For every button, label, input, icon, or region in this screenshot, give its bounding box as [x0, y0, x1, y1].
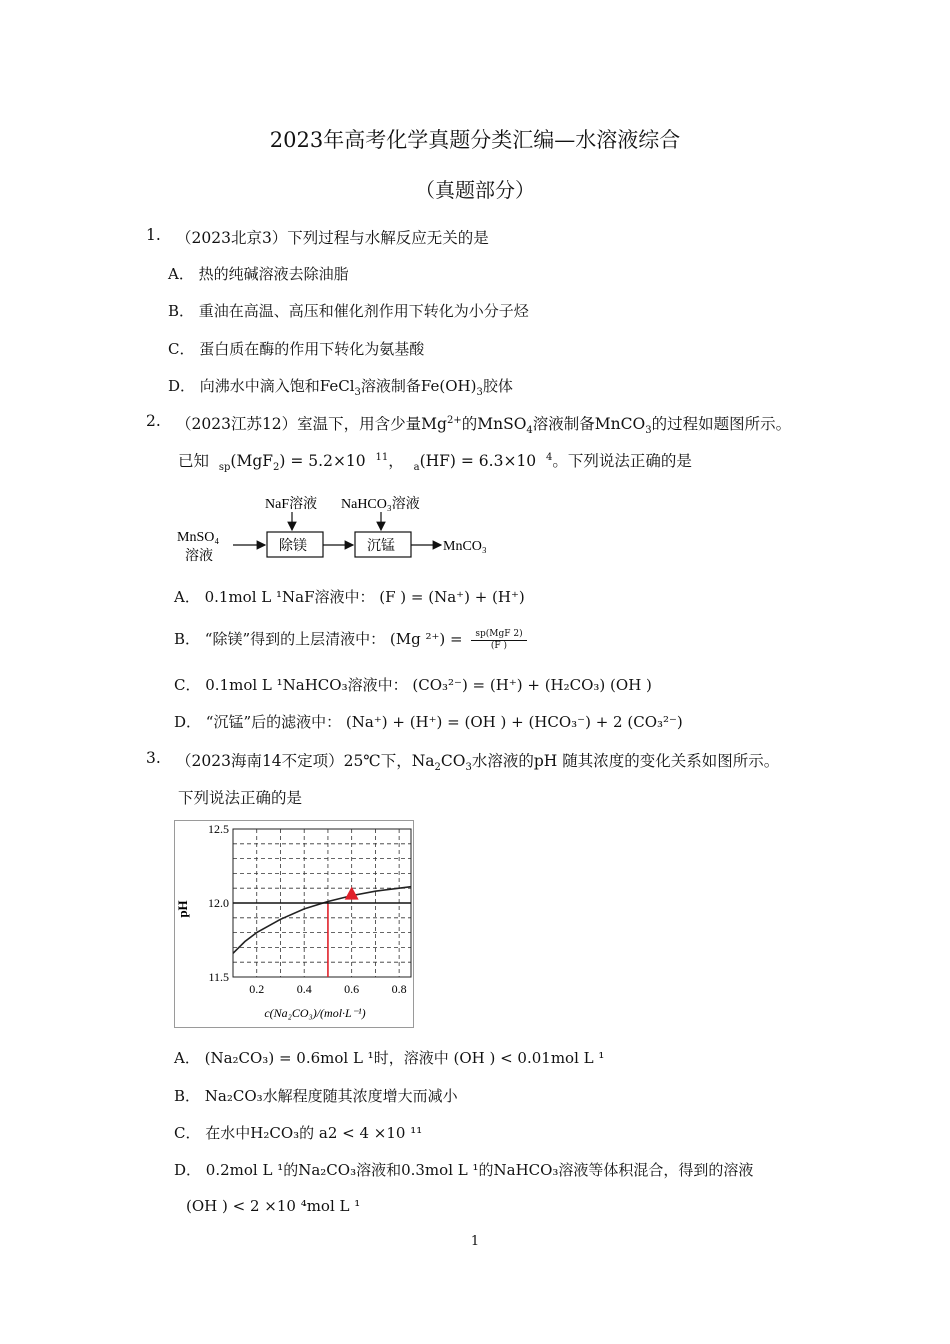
question-known-data: 已知 $_{sp}$(MgF$_2$) = 5.2×10 $^{11}$， $_a$(HF) = 6.3×10 $^4$。下列说法正确的是	[178, 451, 692, 474]
start-material-label: MnSO₄	[177, 530, 220, 545]
ph-curve	[233, 887, 411, 954]
start-material-label-2: 溶液	[185, 549, 213, 564]
x-tick-label: 0.4	[296, 982, 312, 996]
product-label: MnCO₃	[443, 539, 487, 554]
y-tick-label: 12.5	[208, 822, 229, 836]
y-axis-label: pH	[175, 900, 190, 918]
option-d: D． 向沸水中滴入饱和FeCl$_3$溶液制备$Fe(OH)_3$胶体	[168, 377, 513, 398]
option-c: C． 在水中H₂CO₃的 a2 < 4 ×10 ¹¹	[174, 1124, 423, 1142]
fraction-numerator: sp(MgF 2)	[471, 629, 526, 641]
option-d: D． “沉锰”后的滤液中： (Na⁺) + (H⁺) = (OH ) + (HCO₃⁻) + 2 (CO₃²⁻)	[174, 713, 683, 731]
question-stem: （2023海南14不定项）25℃下，$Na_2CO_3$水溶液的pH 随其浓度的变化关系如图所示。	[176, 752, 780, 774]
option-a: A． (Na₂CO₃) = 0.6mol L ¹时，溶液中 (OH ) < 0.01mol L ¹	[174, 1049, 605, 1067]
question-number: 1.	[146, 226, 161, 244]
option-d: D． 0.2mol L ¹的Na₂CO₃溶液和0.3mol L ¹的NaHCO₃溶液等体积混合，得到的溶液	[174, 1161, 754, 1179]
page-number: 1	[470, 1234, 480, 1249]
question-stem-continued: 下列说法正确的是	[178, 789, 303, 807]
x-tick-label: 0.2	[249, 982, 265, 996]
option-c: C． 0.1mol L ¹NaHCO₃溶液中： (CO₃²⁻) = (H⁺) + (H₂CO₃) (OH )	[174, 676, 652, 694]
x-axis-label: c(Na₂CO₃)/(mol·L⁻¹)	[264, 1006, 366, 1020]
question-stem: （2023江苏12）室温下，用含少量$Mg^{2+}$的MnSO$_4$溶液制备MnCO$_3$的过程如题图所示。	[176, 414, 792, 437]
option-a: A． 热的纯碱溶液去除油脂	[168, 265, 349, 283]
option-a: A． 0.1mol L ¹NaF溶液中： (F ) = (Na⁺) + (H⁺)	[174, 588, 525, 606]
x-tick-label: 0.8	[391, 982, 407, 996]
x-tick-label: 0.6	[344, 982, 360, 996]
page-subtitle: （真题部分）	[415, 178, 535, 202]
process-flow-diagram	[175, 490, 515, 570]
question-number: 3.	[146, 749, 161, 767]
box-demagnesium-label: 除镁	[279, 539, 307, 554]
question-number: 2.	[146, 412, 161, 430]
option-d-continued: (OH ) < 2 ×10 ⁴mol L ¹	[186, 1197, 361, 1215]
option-b: B． “除镁”得到的上层清液中： (Mg ²⁺) = sp(MgF 2) (F )	[174, 628, 527, 652]
option-c: C． 蛋白质在酶的作用下转化为氨基酸	[168, 340, 425, 358]
page-title: 2023年高考化学真题分类汇编—水溶液综合	[269, 128, 681, 152]
box-precipitation-label: 沉锰	[367, 539, 395, 554]
y-tick-label: 11.5	[208, 970, 229, 984]
ph-concentration-chart	[174, 820, 414, 1028]
y-tick-label: 12.0	[208, 896, 229, 910]
reagent-naf-label: NaF溶液	[265, 497, 318, 512]
reagent-nahco3-label: NaHCO₃溶液	[341, 497, 420, 512]
question-stem: （2023北京3）下列过程与水解反应无关的是	[176, 229, 489, 247]
option-b: B． Na₂CO₃水解程度随其浓度增大而减小	[174, 1087, 458, 1105]
option-b: B． 重油在高温、高压和催化剂作用下转化为小分子烃	[168, 302, 529, 320]
fraction-denominator: (F )	[490, 640, 508, 651]
